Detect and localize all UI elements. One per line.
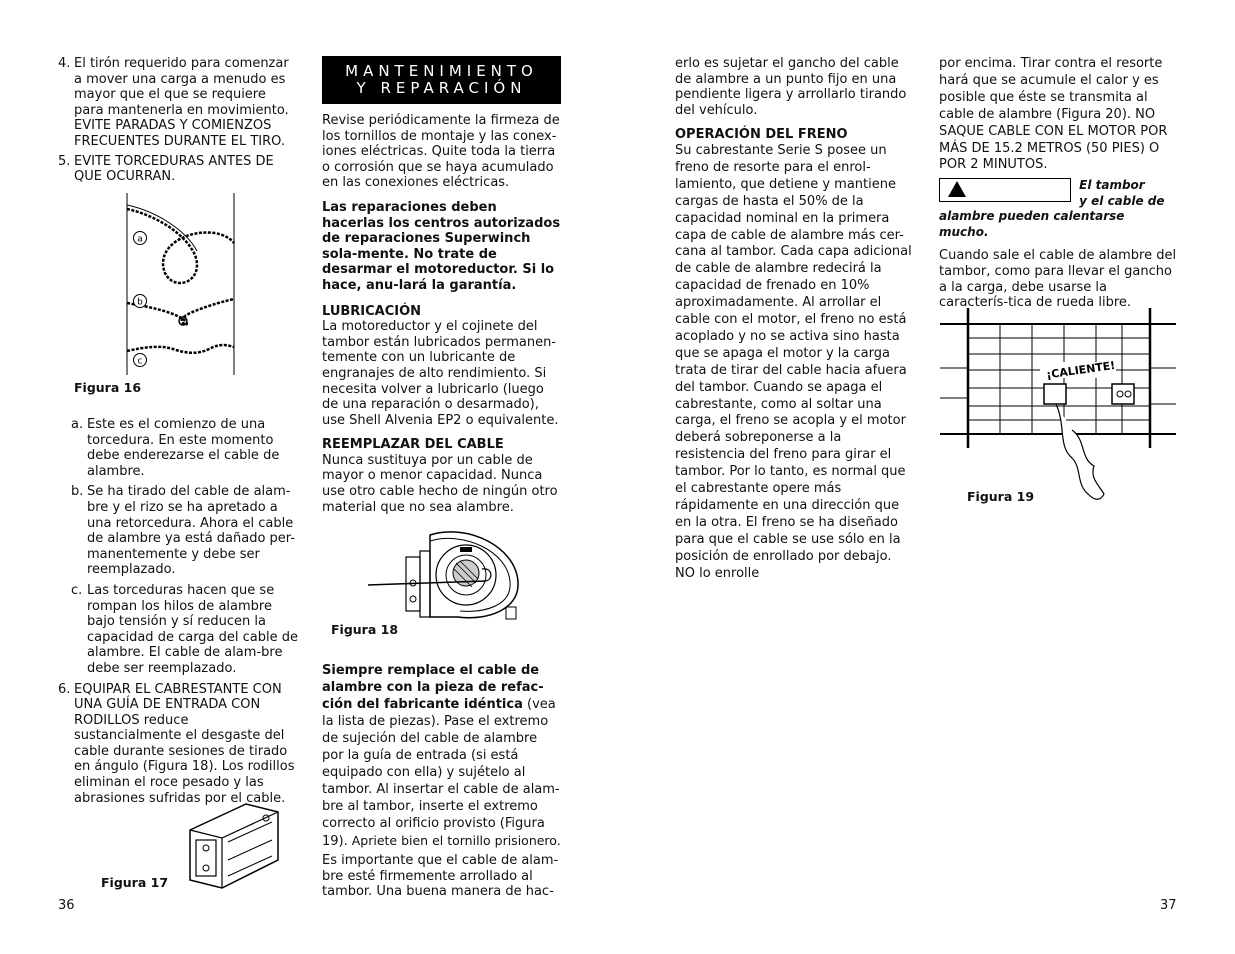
left-column [58,56,298,189]
replace-cable-heading: REEMPLAZAR DEL CABLE [322,437,504,453]
sub-item-a [71,417,298,479]
replace-instructions-text: (vea la lista de piezas). Pase el extremo de sujeción del cable de alambre por la guía de entrada (si está equipado con ella) y sujételo al tambor. Al insertar el cable de alam-bre al tambor, inserte el extremo correcto al orificio provisto (Figura 19). [322,697,560,849]
warning-label-box [939,178,1071,202]
figure-16-kink-illustration [125,193,237,375]
lubrication-heading: LUBRICACIÓN [322,303,422,319]
figure-18-caption: Figura 18 [331,622,399,637]
replace-instructions-small: Apriete bien el tornillo prisionero. [347,833,561,848]
list-text: Se ha tirado del cable de alam-bre y el rizo se ha apretado a una retorcedura. Ahora el cable de alambre ya está dañado per-manentemente y debe ser reemplazado. [87,484,296,578]
warranty-note: Las reparaciones deben hacerlas los centros autorizados de reparaciones Superwinch sola-mente. No trate de desarmar el motoreductor. Si lo hace, anu-lará la garantía. [322,199,561,293]
list-text: EQUIPAR EL CABRESTANTE CON UNA GUÍA DE ENTRADA CON RODILLOS reduce sustancialmente el desgaste del cable durante sesiones de tirado en ángulo (Figura 18). Los rodillos eliminan el roce pesado y las abrasiones sufridas por el cable. [74,681,295,806]
list-number: a. [71,417,84,432]
warning-triangle-icon [948,181,966,197]
page-number-right: 37 [1160,898,1177,913]
list-item-6 [58,682,298,807]
section-heading-box [322,56,561,104]
left-column-lower [58,417,298,810]
figure-label-a: a [137,234,143,245]
list-number: c. [71,582,83,598]
spooling-paragraph: Es importante que el cable de alam-bre esté firmemente arrollado al tambor. Una buena manera de hac- [322,853,559,900]
heading-line-2: Y REPARACIÓN [356,79,527,97]
figure-17-roller-fairlead [186,800,281,890]
page-number-left: 36 [58,898,75,913]
brake-paragraph: Su cabrestante Serie S posee un freno de resorte para el enrol-lamiento, que detiene y mantiene cargas de hasta el 50% de la capacidad nominal en la primera capa de cable de alambre más cer-cana al tambor. Cada capa adicional de cable de alambre redecirá la capacidad de frenado en 10% aproximadamente. Al arrollar el cable con el motor, el freno no está acoplado y no se activa sino hasta que se apaga el motor y la carga trata de tirar del cable hacia afuera del tambor. Cuando se apaga el cabrestante, como al soltar una carga, el freno se acopla y el motor deberá sobreponerse a la resistencia del freno para girar el tambor. Por lo tanto, es normal que el cabrestante opere más rápidamente en una dirección que en la otra. El freno se ha diseñado para que el cable se use sólo en la posición de enrollado por debajo. NO lo enrolle [675,142,912,581]
warning-line-1: El tambor [1079,178,1145,193]
sub-list [71,417,298,677]
spooling-continued: erlo es sujetar el gancho del cable de alambre a un punto fijo en una pendiente ligera y arrollarlo tirando del vehículo. [675,56,907,118]
warning-text-top [1079,178,1164,209]
replace-instructions [322,662,562,850]
maintenance-column [322,56,562,515]
replace-cable-paragraph: Nunca sustituya por un cable de mayor o menor capacidad. Nunca use otro cable hecho de ningún otro material que no sea alambre. [322,452,558,515]
figure-label-c: c [137,356,143,367]
warning-block [939,178,1177,240]
replace-instructions-bold: Siempre remplace el cable de alambre con la pieza de refac-ción del fabricante idéntica [322,663,544,712]
figure-label-b: b [137,297,143,308]
figure-19-caption: Figura 19 [967,489,1035,504]
list-item-4 [58,56,298,150]
figure-16-caption: Figura 16 [74,380,142,395]
list-number: 5. [58,153,71,169]
figure-18-drum-illustration [368,527,523,622]
list-item-5 [58,154,298,185]
freewheel-paragraph: Cuando sale el cable de alambre del tambor, como para llevar el gancho a la carga, debe usarse la caracterís-tica de rueda libre. [939,248,1177,311]
hot-label: ¡CALIENTE! [1045,358,1117,382]
heading-line-1: MANTENIMIENTO [345,62,538,80]
intro-paragraph: Revise periódicamente la firmeza de los tornillos de montaje y las conex-iones eléctricas. Quite toda la tierra o corrosión que se haya acumulado en las conexiones eléctricas. [322,113,560,191]
maintenance-column-lower [322,662,562,900]
warning-line-3: alambre pueden calentarse mucho. [939,209,1125,239]
figure-19-hot-drum-illustration [940,308,1178,508]
list-text: EVITE TORCEDURAS ANTES DE QUE OCURRAN. [74,153,274,185]
list-text: Las torceduras hacen que se rompan los hilos de alambre bajo tensión y sí reducen la capacidad de carga del cable de alambre. El cable de alam-bre debe ser reemplazado. [87,582,299,676]
lubrication-paragraph: La motoreductor y el cojinete del tambor están lubricados permanen-temente con un lubricante de engranajes de alto rendimiento. Si necesita volver a lubricarlo (luego de una reparación o desarmado), use Shell Alvenia EP2 o equivalente. [322,319,559,428]
warning-line-2: y el cable de [1079,193,1165,208]
list-number: b. [71,484,84,500]
sub-item-b [71,484,298,578]
brake-column [675,56,913,583]
list-text: Este es el comienzo de una torcedura. En este momento debe enderezarse el cable de alambre. [87,417,280,479]
list-number: 6. [58,681,71,697]
overwind-paragraph: por encima. Tirar contra el resorte hará que se acumule el calor y es posible que éste se transmita al cable de alambre (Figura 20). NO SAQUE CABLE CON EL MOTOR POR MÁS DE 15.2 METROS (50 PIES) O POR 2 MINUTOS. [939,56,1168,173]
brake-heading: OPERACIÓN DEL FRENO [675,127,848,143]
right-column [939,56,1177,311]
figure-17-caption: Figura 17 [101,875,169,890]
sub-item-c [71,583,298,677]
list-number: 4. [58,56,71,71]
list-text: El tirón requerido para comenzar a mover una carga a menudo es mayor que el que se requiere para mantenerla en movimiento. EVITE PARADAS Y COMIENZOS FRECUENTES DURANTE EL TIRO. [74,56,289,149]
